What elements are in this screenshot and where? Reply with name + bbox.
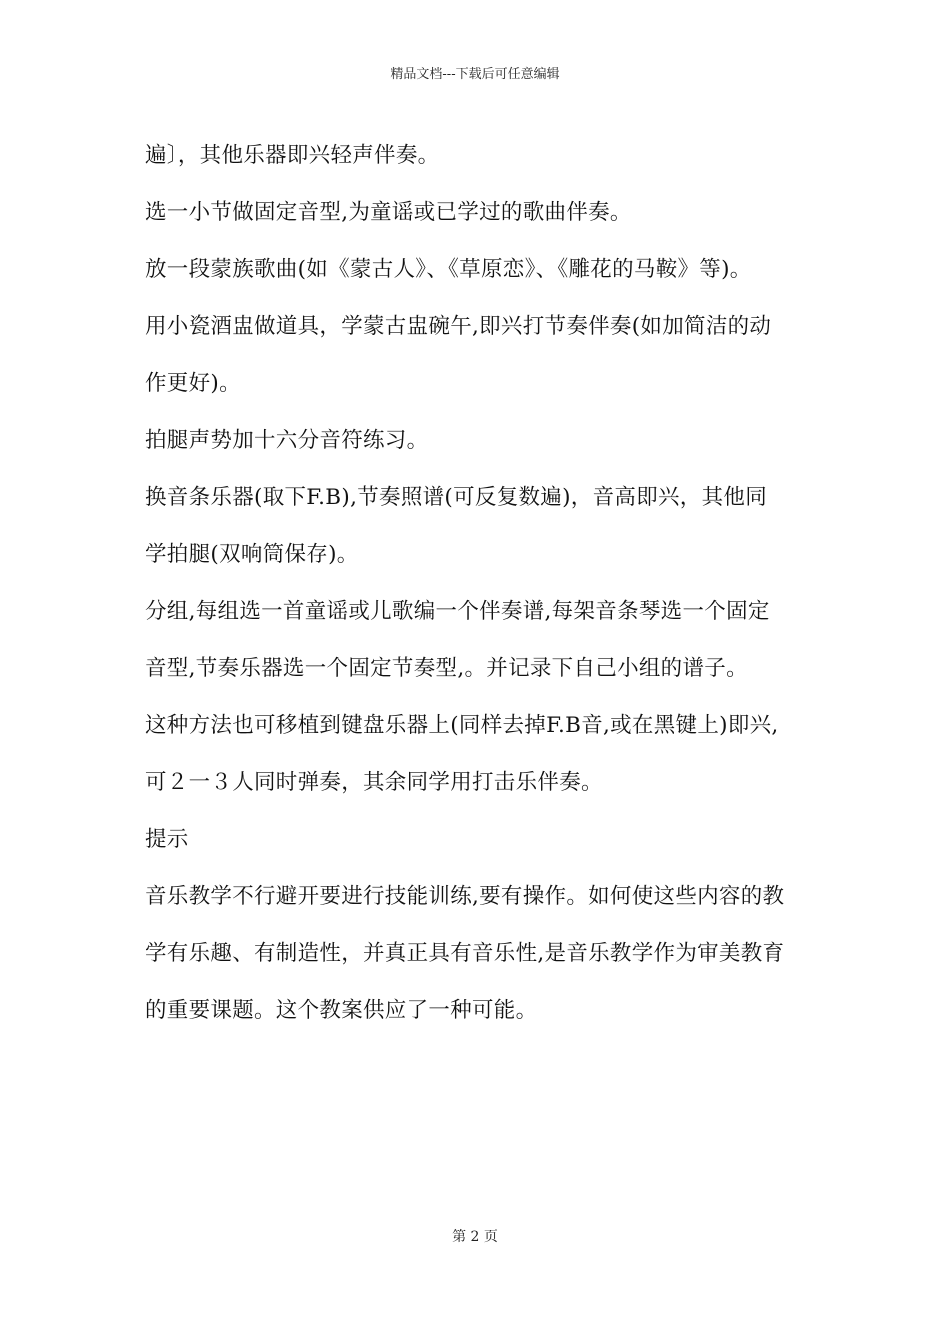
text-line: 学拍腿(双响筒保存)。 <box>145 542 359 567</box>
body-text <box>145 127 825 1039</box>
text-line: 音乐教学不行避开要进行技能训练,要有操作。如何使这些内容的教 <box>145 884 785 909</box>
text-line: 换音条乐器(取下F.B),节奏照谱(可反复数遍)，音高即兴，其他同 <box>145 485 767 510</box>
text-line: 选一小节做固定音型,为童谣或已学过的歌曲伴奏。 <box>145 200 632 225</box>
text-line: 的重要课题。这个教案供应了一种可能。 <box>145 998 538 1023</box>
text-line: 音型,节奏乐器选一个固定节奏型,。并记录下自己小组的谱子。 <box>145 656 748 681</box>
page-number: 第 2 页 <box>452 1229 498 1245</box>
text-line: 这种方法也可移植到键盘乐器上(同样去掉F.B音,或在黑键上)即兴, <box>145 713 779 738</box>
text-line: 作更好)。 <box>145 371 241 396</box>
section-heading: 提示 <box>145 827 189 852</box>
text-line: 遍〕，其他乐器即兴轻声伴奏。 <box>145 143 440 168</box>
text-line: 拍腿声势加十六分音符练习。 <box>145 428 429 453</box>
text-line: 可２一３人同时弹奏，其余同学用打击乐伴奏。 <box>145 770 603 795</box>
text-line: 用小瓷酒盅做道具，学蒙古盅碗午,即兴打节奏伴奏(如加简洁的动 <box>145 314 772 339</box>
text-line: 放一段蒙族歌曲(如《蒙古人》、《草原恋》、《雕花的马鞍》等)。 <box>145 257 752 282</box>
text-line: 分组,每组选一首童谣或儿歌编一个伴奏谱,每架音条琴选一个固定 <box>145 599 770 624</box>
text-line: 学有乐趣、有制造性，并真正具有音乐性,是音乐教学作为审美教育 <box>145 941 785 966</box>
page-header: 精品文档---下载后可任意编辑 <box>390 67 560 82</box>
